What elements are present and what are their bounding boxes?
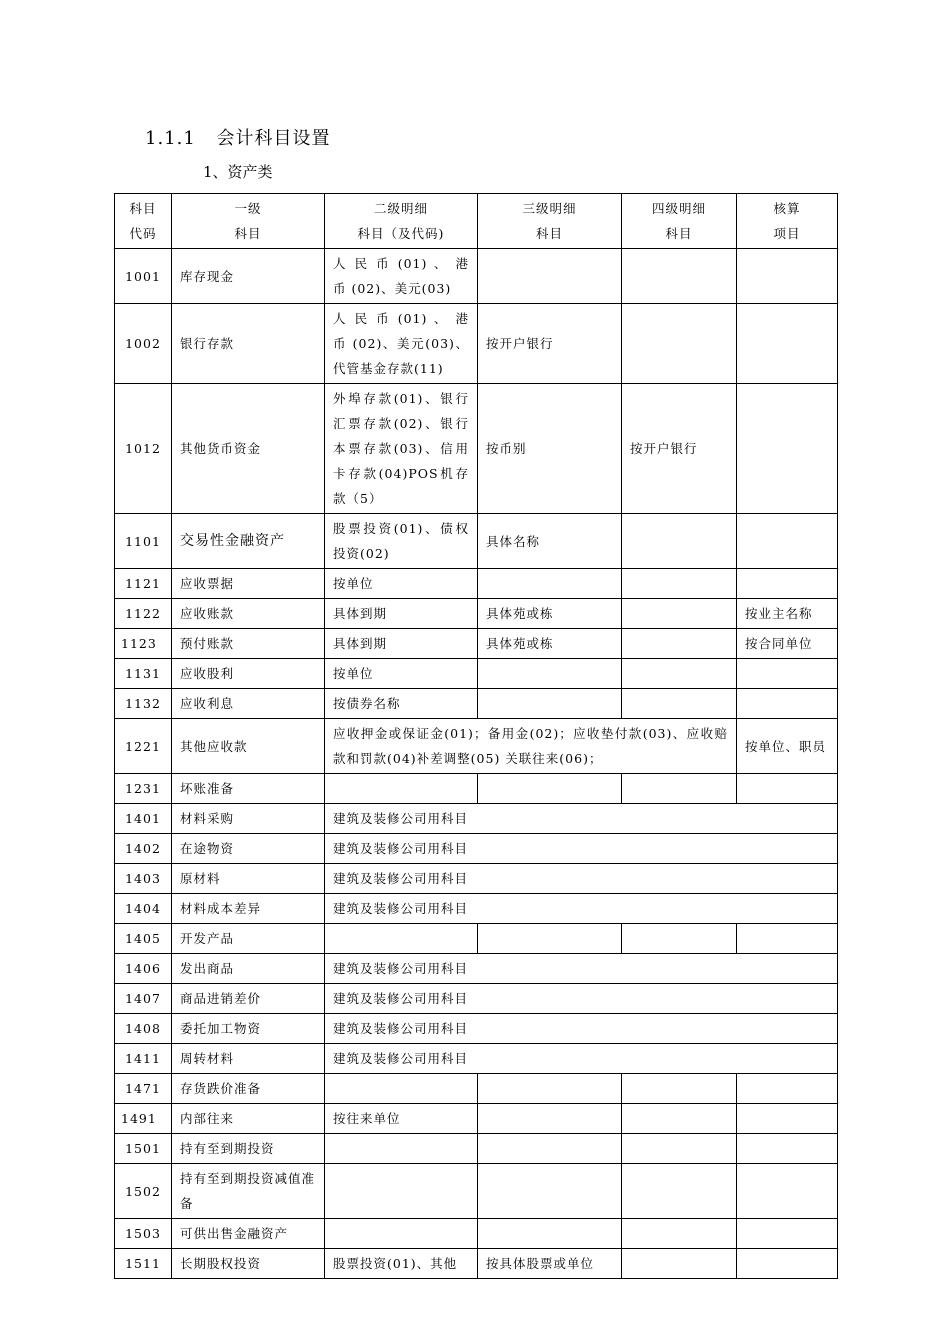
account-code: 1403 xyxy=(115,864,172,894)
level1-name: 持有至到期投资 xyxy=(172,1134,325,1164)
level4-detail xyxy=(622,659,737,689)
header-level2: 二级明细 科目（及代码) xyxy=(325,194,478,249)
account-code: 1411 xyxy=(115,1044,172,1074)
level4-detail xyxy=(622,1134,737,1164)
table-row xyxy=(115,1044,838,1074)
accounting-item xyxy=(737,1074,838,1104)
level2-detail xyxy=(325,1074,478,1104)
level3-detail: 按币别 xyxy=(478,384,622,514)
level4-detail xyxy=(622,689,737,719)
level1-name: 委托加工物资 xyxy=(172,1014,325,1044)
level2-detail: 按往来单位 xyxy=(325,1104,478,1134)
level4-detail xyxy=(622,1219,737,1249)
table-row xyxy=(115,774,838,804)
table-row xyxy=(115,954,838,984)
level3-detail xyxy=(478,1104,622,1134)
level3-detail: 按开户银行 xyxy=(478,304,622,384)
account-code: 1491 xyxy=(115,1104,172,1134)
table-row xyxy=(115,384,838,514)
usage-note: 建筑及装修公司用科目 xyxy=(325,894,838,924)
level2-detail: 具体到期 xyxy=(325,629,478,659)
level4-detail xyxy=(622,514,737,569)
level2-detail: 按债券名称 xyxy=(325,689,478,719)
level1-name: 在途物资 xyxy=(172,834,325,864)
accounting-item xyxy=(737,1249,838,1279)
subsection-heading: 1、资产类 xyxy=(203,163,273,181)
accounting-item xyxy=(737,249,838,304)
account-table xyxy=(114,193,838,1279)
table-row xyxy=(115,924,838,954)
level4-detail xyxy=(622,924,737,954)
level1-name: 内部往来 xyxy=(172,1104,325,1134)
table-row xyxy=(115,804,838,834)
table-row xyxy=(115,599,838,629)
level1-name: 存货跌价准备 xyxy=(172,1074,325,1104)
account-code: 1001 xyxy=(115,249,172,304)
level1-name: 材料采购 xyxy=(172,804,325,834)
level4-detail xyxy=(622,1249,737,1279)
account-code: 1221 xyxy=(115,719,172,774)
level4-detail xyxy=(622,774,737,804)
account-code: 1405 xyxy=(115,924,172,954)
table-row xyxy=(115,1014,838,1044)
table-row xyxy=(115,864,838,894)
usage-note: 建筑及装修公司用科目 xyxy=(325,954,838,984)
level1-name: 应收股利 xyxy=(172,659,325,689)
level3-detail xyxy=(478,1219,622,1249)
level3-detail xyxy=(478,689,622,719)
usage-note: 建筑及装修公司用科目 xyxy=(325,804,838,834)
table-row xyxy=(115,629,838,659)
table-row xyxy=(115,659,838,689)
accounting-item xyxy=(737,304,838,384)
level1-name: 长期股权投资 xyxy=(172,1249,325,1279)
accounting-item: 按单位、职员 xyxy=(737,719,838,774)
level4-detail xyxy=(622,629,737,659)
table-row xyxy=(115,719,838,774)
account-code: 1231 xyxy=(115,774,172,804)
account-code: 1101 xyxy=(115,514,172,569)
account-code: 1502 xyxy=(115,1164,172,1219)
level1-name: 周转材料 xyxy=(172,1044,325,1074)
accounting-item xyxy=(737,924,838,954)
level3-detail xyxy=(478,774,622,804)
account-code: 1511 xyxy=(115,1249,172,1279)
level3-detail: 具体苑或栋 xyxy=(478,629,622,659)
account-code: 1402 xyxy=(115,834,172,864)
account-code: 1406 xyxy=(115,954,172,984)
level2-detail: 按单位 xyxy=(325,569,478,599)
table-row xyxy=(115,834,838,864)
table-row xyxy=(115,984,838,1014)
level3-detail xyxy=(478,569,622,599)
level3-detail xyxy=(478,1164,622,1219)
account-code: 1404 xyxy=(115,894,172,924)
usage-note: 建筑及装修公司用科目 xyxy=(325,1044,838,1074)
section-heading xyxy=(145,124,331,150)
account-code: 1132 xyxy=(115,689,172,719)
accounting-item xyxy=(737,384,838,514)
level1-name: 其他货币资金 xyxy=(172,384,325,514)
table-row xyxy=(115,1134,838,1164)
header-item: 核算 项目 xyxy=(737,194,838,249)
table-row xyxy=(115,1104,838,1134)
level2-detail xyxy=(325,1219,478,1249)
accounting-item xyxy=(737,1134,838,1164)
table-row xyxy=(115,304,838,384)
level1-name: 其他应收款 xyxy=(172,719,325,774)
level4-detail xyxy=(622,249,737,304)
accounting-item xyxy=(737,569,838,599)
accounting-item xyxy=(737,1219,838,1249)
account-code: 1012 xyxy=(115,384,172,514)
header-level1: 一级 科目 xyxy=(172,194,325,249)
level1-name: 银行存款 xyxy=(172,304,325,384)
level2-detail xyxy=(325,924,478,954)
level3-detail xyxy=(478,249,622,304)
level4-detail xyxy=(622,599,737,629)
accounting-item xyxy=(737,689,838,719)
usage-note: 建筑及装修公司用科目 xyxy=(325,864,838,894)
table-header-row xyxy=(115,194,838,249)
level1-name: 商品进销差价 xyxy=(172,984,325,1014)
account-code: 1503 xyxy=(115,1219,172,1249)
level1-name: 交易性金融资产 xyxy=(172,514,325,569)
level1-name: 可供出售金融资产 xyxy=(172,1219,325,1249)
level4-detail xyxy=(622,304,737,384)
accounting-item xyxy=(737,659,838,689)
level4-detail xyxy=(622,569,737,599)
level3-detail: 具体名称 xyxy=(478,514,622,569)
usage-note: 建筑及装修公司用科目 xyxy=(325,1014,838,1044)
account-code: 1002 xyxy=(115,304,172,384)
level2-detail xyxy=(325,1164,478,1219)
account-code: 1401 xyxy=(115,804,172,834)
level2-detail: 应收押金或保证金(01)；备用金(02)；应收垫付款(03)、应收赔款和罚款(04)补差调整(05) 关联往来(06)； xyxy=(325,719,737,774)
level2-detail: 股票投资(01)、其他 xyxy=(325,1249,478,1279)
level3-detail: 具体苑或栋 xyxy=(478,599,622,629)
level3-detail xyxy=(478,1074,622,1104)
level2-detail: 股票投资(01)、债权投资(02) xyxy=(325,514,478,569)
level1-name: 持有至到期投资减值准备 xyxy=(172,1164,325,1219)
level1-name: 坏账准备 xyxy=(172,774,325,804)
table-row xyxy=(115,1219,838,1249)
level2-detail: 外埠存款(01)、银行汇票存款(02)、银行本票存款(03)、信用卡存款(04)POS机存款（5） xyxy=(325,384,478,514)
level3-detail xyxy=(478,924,622,954)
level4-detail: 按开户银行 xyxy=(622,384,737,514)
level2-detail: 按单位 xyxy=(325,659,478,689)
account-code: 1501 xyxy=(115,1134,172,1164)
usage-note: 建筑及装修公司用科目 xyxy=(325,834,838,864)
level1-name: 应收账款 xyxy=(172,599,325,629)
level2-detail: 人 民 币 (01) 、 港 币 (02)、美元(03) xyxy=(325,249,478,304)
account-code: 1471 xyxy=(115,1074,172,1104)
level1-name: 发出商品 xyxy=(172,954,325,984)
level1-name: 应收票据 xyxy=(172,569,325,599)
table-row xyxy=(115,569,838,599)
level2-detail xyxy=(325,774,478,804)
table-row xyxy=(115,894,838,924)
level1-name: 库存现金 xyxy=(172,249,325,304)
account-code: 1123 xyxy=(115,629,172,659)
table-row xyxy=(115,689,838,719)
level2-detail xyxy=(325,1134,478,1164)
level4-detail xyxy=(622,1104,737,1134)
accounting-item xyxy=(737,774,838,804)
table-row xyxy=(115,249,838,304)
level1-name: 材料成本差异 xyxy=(172,894,325,924)
level2-detail: 具体到期 xyxy=(325,599,478,629)
level4-detail xyxy=(622,1074,737,1104)
table-row xyxy=(115,1074,838,1104)
account-code: 1407 xyxy=(115,984,172,1014)
level1-name: 应收利息 xyxy=(172,689,325,719)
level3-detail xyxy=(478,1134,622,1164)
usage-note: 建筑及装修公司用科目 xyxy=(325,984,838,1014)
header-code: 科目 代码 xyxy=(115,194,172,249)
section-title: 会计科目设置 xyxy=(216,128,331,149)
level1-name: 开发产品 xyxy=(172,924,325,954)
table-row xyxy=(115,514,838,569)
accounting-item xyxy=(737,514,838,569)
section-number: 1.1.1 xyxy=(145,128,196,149)
header-level3: 三级明细 科目 xyxy=(478,194,622,249)
accounting-item: 按业主名称 xyxy=(737,599,838,629)
level3-detail: 按具体股票或单位 xyxy=(478,1249,622,1279)
account-code: 1408 xyxy=(115,1014,172,1044)
account-code: 1131 xyxy=(115,659,172,689)
table-row xyxy=(115,1249,838,1279)
accounting-item xyxy=(737,1164,838,1219)
account-code: 1122 xyxy=(115,599,172,629)
level2-detail: 人 民 币 (01) 、 港 币 (02)、美元(03)、代管基金存款(11) xyxy=(325,304,478,384)
level1-name: 预付账款 xyxy=(172,629,325,659)
table-row xyxy=(115,1164,838,1219)
header-level4: 四级明细 科目 xyxy=(622,194,737,249)
level3-detail xyxy=(478,659,622,689)
account-code: 1121 xyxy=(115,569,172,599)
accounting-item xyxy=(737,1104,838,1134)
accounting-item: 按合同单位 xyxy=(737,629,838,659)
level1-name: 原材料 xyxy=(172,864,325,894)
level4-detail xyxy=(622,1164,737,1219)
